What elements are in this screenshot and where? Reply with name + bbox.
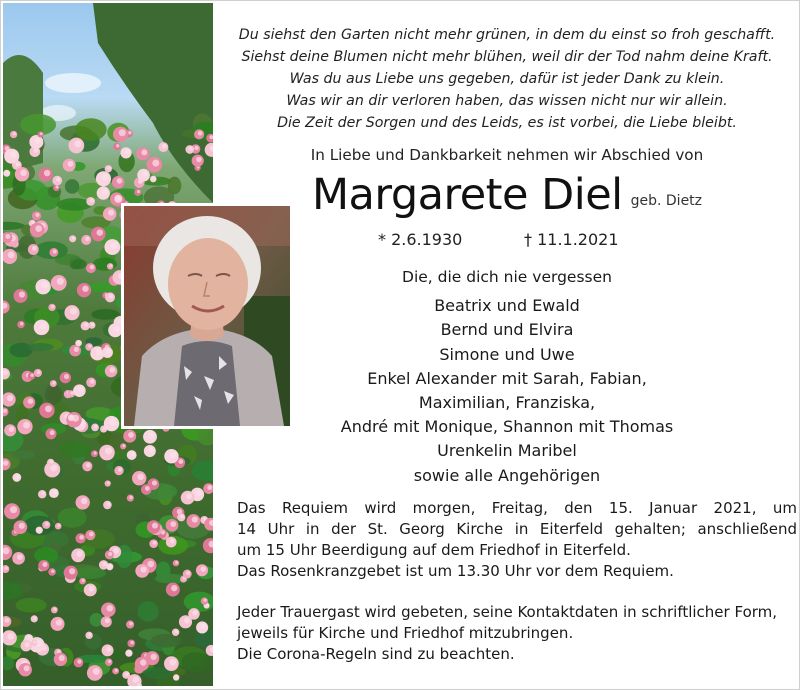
poem-line: Was du aus Liebe uns gegeben, dafür ist jeder Dank zu klein. bbox=[289, 71, 725, 87]
farewell-intro: In Liebe und Dankbarkeit nehmen wir Abschied von bbox=[310, 146, 704, 164]
poem-line: Siehst deine Blumen nicht mehr blühen, weil dir der Tod nahm deine Kraft. bbox=[241, 49, 773, 65]
guest-notice bbox=[237, 602, 797, 665]
poem-line: Du siehst den Garten nicht mehr grünen, in dem du einst so froh geschafft. bbox=[238, 27, 776, 43]
deceased-name: Margarete Diel bbox=[311, 170, 623, 220]
service-line: um 15 Uhr Beerdigung auf dem Friedhof in Eiterfeld. bbox=[237, 541, 631, 559]
poem-line: Was wir an dir verloren haben, das wissen nicht nur wir allein. bbox=[286, 93, 728, 109]
mourner-line: Beatrix und Ewald bbox=[434, 296, 580, 316]
mourner-line: Bernd und Elvira bbox=[440, 320, 574, 340]
service-line: Das Rosenkranzgebet ist um 13.30 Uhr vor dem Requiem. bbox=[237, 562, 674, 580]
birth-name: geb. Dietz bbox=[630, 193, 703, 209]
mourners-list bbox=[214, 265, 800, 488]
notice-line: Jeder Trauergast wird gebeten, seine Kontaktdaten in schriftlicher Form, bbox=[237, 603, 778, 621]
mourner-line: André mit Monique, Shannon mit Thomas bbox=[340, 417, 674, 437]
poem bbox=[214, 24, 800, 134]
notice-line: Die Corona-Regeln sind zu beachten. bbox=[237, 645, 515, 663]
mourners-lead: Die, die dich nie vergessen bbox=[402, 268, 612, 286]
notice-line: jeweils für Kirche und Friedhof mitzubringen. bbox=[237, 624, 574, 642]
birth-date: * 2.6.1930 bbox=[378, 230, 463, 249]
death-date: † 11.1.2021 bbox=[524, 230, 619, 249]
poem-line: Die Zeit der Sorgen und des Leids, es ist vorbei, die Liebe bleibt. bbox=[277, 115, 737, 131]
deceased-name-row bbox=[214, 170, 800, 220]
service-line: 14 Uhr in der St. Georg Kirche in Eiterfeld gehalten; anschließend bbox=[237, 520, 797, 538]
service-details bbox=[237, 498, 797, 582]
service-line: Das Requiem wird morgen, Freitag, den 15. Januar 2021, um bbox=[237, 499, 797, 517]
mourner-line: Enkel Alexander mit Sarah, Fabian, bbox=[367, 368, 647, 388]
mourner-line: Simone und Uwe bbox=[439, 344, 575, 364]
mourner-line: Maximilian, Franziska, bbox=[418, 393, 596, 413]
mourner-line: sowie alle Angehörigen bbox=[413, 465, 601, 485]
mourner-line: Urenkelin Maribel bbox=[437, 441, 577, 461]
